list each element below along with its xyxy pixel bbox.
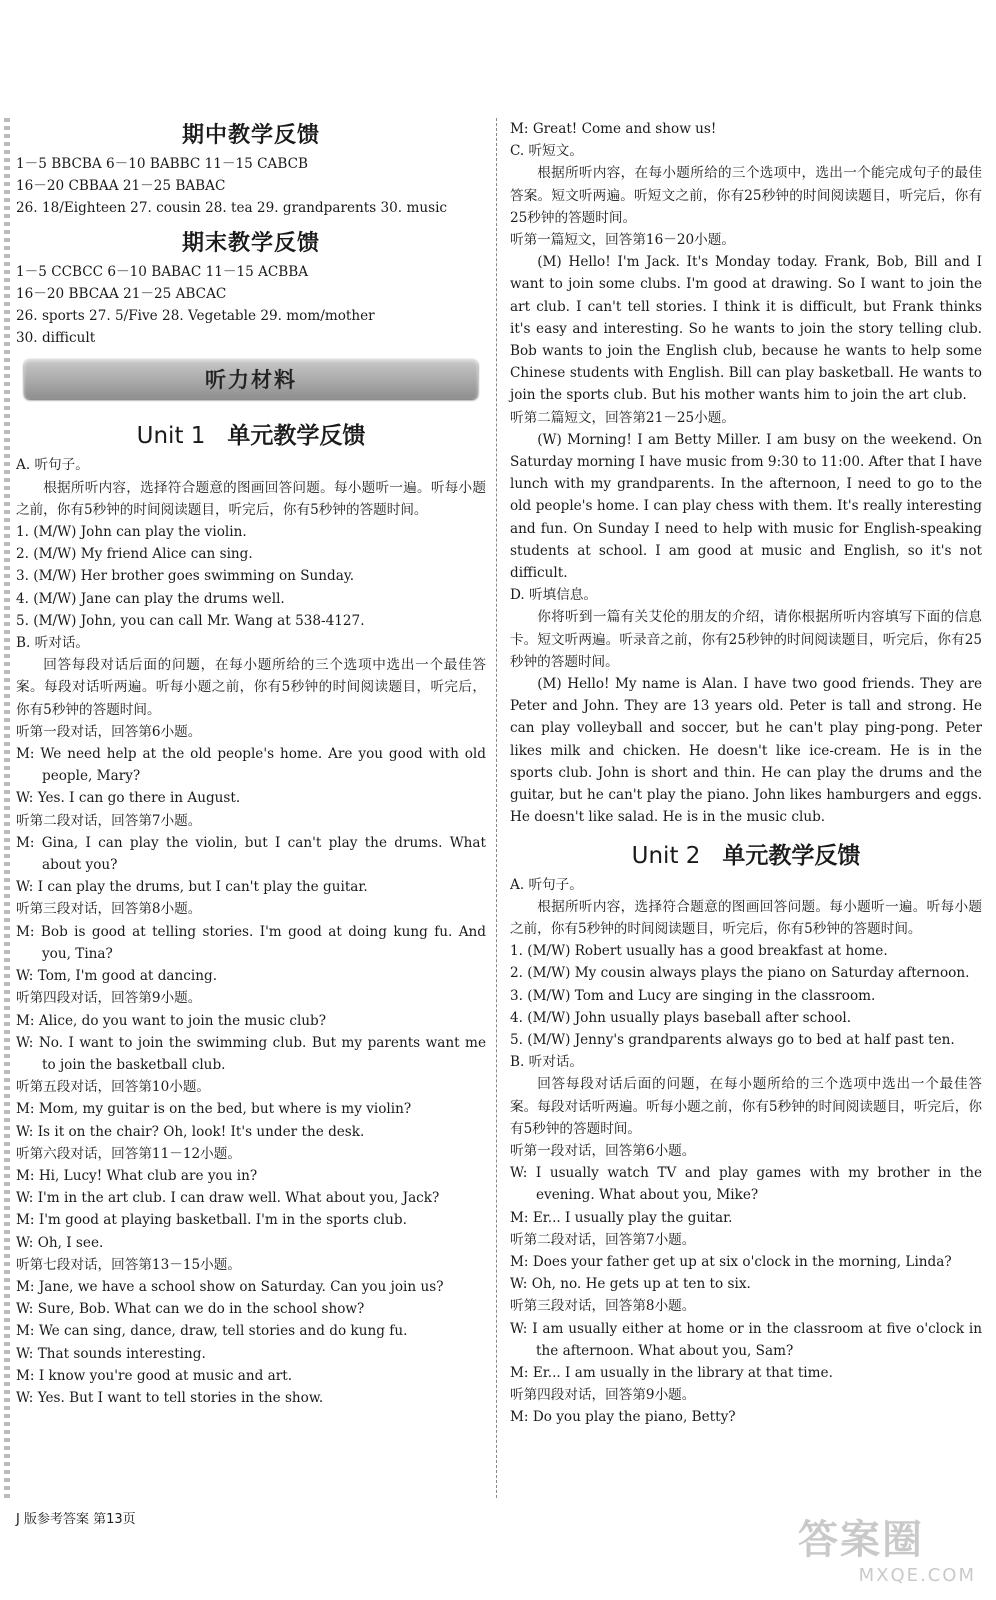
dialogue-line: W: Oh, no. He gets up at ten to six.: [510, 1276, 751, 1293]
unit1-secB-heading: B. 听对话。: [16, 635, 90, 652]
dialogue-line: W: Yes. I can go there in August.: [16, 790, 241, 807]
unit1-label: Unit 1: [136, 423, 206, 450]
unit1-title-text: 单元教学反馈: [227, 423, 366, 450]
unit1-secA-item: 1. (M/W) John can play the violin.: [16, 524, 247, 541]
binding-edge: [4, 118, 10, 1498]
unit2-secB-instructions: 回答每段对话后面的问题，在每小题所给的三个选项中选出一个最佳答案。每段对话听两遍。听每小题之前，你有5秒钟的时间阅读题目，听完后，你有5秒钟的答题时间。: [510, 1076, 982, 1137]
unit1-secA-heading: A. 听句子。: [16, 457, 89, 474]
dialogue-line: W: I am usually either at home or in the classroom at five o'clock in the afternoon. What about you, Sam?: [510, 1320, 982, 1359]
dialogue-heading: 听第一段对话，回答第6小题。: [510, 1142, 696, 1159]
unit2-title: [510, 837, 982, 870]
dialogue-line: W: Yes. But I want to tell stories in the show.: [16, 1389, 324, 1406]
unit1-secC-passage1-heading: 听第一篇短文，回答第16－20小题。: [510, 232, 735, 249]
dialogue-heading: 听第二段对话，回答第7小题。: [510, 1231, 696, 1248]
dialogue-heading: 听第三段对话，回答第8小题。: [16, 901, 202, 918]
final-answers-1: 1－5 CCBCC 6－10 BABAC 11－15 ACBBA: [16, 263, 309, 280]
unit1-secC-heading: C. 听短文。: [510, 143, 583, 160]
final-title: 期末教学反馈: [181, 230, 320, 256]
dialogue-line: M: Great! Come and show us!: [510, 121, 717, 137]
dialogue-heading: 听第四段对话，回答第9小题。: [16, 990, 202, 1007]
dialogue-line: M: We can sing, dance, draw, tell stories and do kung fu.: [16, 1323, 408, 1340]
dialogue-line: M: Do you play the piano, Betty?: [510, 1409, 736, 1426]
dialogue-line: W: Sure, Bob. What can we do in the school show?: [16, 1301, 365, 1318]
dialogue-heading: 听第六段对话，回答第11－12小题。: [16, 1145, 241, 1162]
listening-material-banner: 听力材料: [24, 359, 478, 399]
unit1-title: [16, 417, 486, 450]
dialogue-heading: 听第七段对话，回答第13－15小题。: [16, 1256, 241, 1273]
unit1-secA-item: 3. (M/W) Her brother goes swimming on Sunday.: [16, 568, 355, 585]
unit1-secB-instructions: 回答每段对话后面的问题，在每小题所给的三个选项中选出一个最佳答案。每段对话听两遍。听每小题之前，你有5秒钟的时间阅读题目，听完后，你有5秒钟的答题时间。: [16, 657, 486, 718]
unit1-secC-passage2: (W) Morning! I am Betty Miller. I am busy on the weekend. On Saturday morning I have music from 9:30 to 11:00. After that I have lunch with my grandparents. In the afternoon, I need to go to the old people's home. I can play chess with them. It's really interesting and fun. On Sunday I need to help with music for English-speaking students at school. I am good at music and English, so it's not difficult.: [510, 431, 982, 582]
midterm-title: 期中教学反馈: [181, 123, 320, 148]
dialogue-line: M: Jane, we have a school show on Saturday. Can you join us?: [16, 1278, 444, 1295]
dialogue-line: W: No. I want to join the swimming club. But my parents want me to join the basketball club.: [16, 1034, 486, 1073]
dialogue-line: M: Gina, I can play the violin, but I can't play the drums. What about you?: [16, 834, 486, 874]
unit1-secD-instructions: 你将听到一篇有关艾伦的朋友的介绍，请你根据所听内容填写下面的信息卡。短文听两遍。听录音之前，你有25秒钟的时间阅读题目，听完后，你有25秒钟的答题时间。: [510, 609, 982, 670]
unit2-secA-item: 2. (M/W) My cousin always plays the piano on Saturday afternoon.: [510, 965, 970, 982]
final-answers-3: 26. sports 27. 5/Five 28. Vegetable 29. mom/mother: [16, 308, 375, 325]
dialogue-heading: 听第三段对话，回答第8小题。: [510, 1298, 696, 1315]
dialogue-line: W: I'm in the art club. I can draw well. What about you, Jack?: [16, 1190, 440, 1207]
right-column: [510, 118, 982, 1429]
unit1-secC-passage2-heading: 听第二篇短文，回答第21－25小题。: [510, 409, 735, 426]
dialogue-line: M: Does your father get up at six o'clock in the morning, Linda?: [510, 1253, 952, 1270]
dialogue-heading: 听第四段对话，回答第9小题。: [510, 1387, 696, 1404]
midterm-answers-3: 26. 18/Eighteen 27. cousin 28. tea 29. grandparents 30. music: [16, 200, 448, 217]
dialogue-line: M: We need help at the old people's home. Are you good with old people, Mary?: [16, 746, 486, 785]
unit2-secA-instructions: 根据所听内容，选择符合题意的图画回答问题。每小题听一遍。听每小题之前，你有5秒钟的时间阅读题目，听完后，你有5秒钟的答题时间。: [510, 898, 982, 937]
dialogue-line: W: Is it on the chair? Oh, look! It's under the desk.: [16, 1123, 365, 1140]
dialogue-heading: 听第五段对话，回答第10小题。: [16, 1079, 211, 1096]
dialogue-line: M: I know you're good at music and art.: [16, 1367, 293, 1384]
dialogue-line: M: Alice, do you want to join the music club?: [16, 1012, 327, 1029]
unit2-secB-heading: B. 听对话。: [510, 1054, 584, 1071]
dialogue-line: M: Hi, Lucy! What club are you in?: [16, 1167, 258, 1184]
midterm-answers-1: 1－5 BBCBA 6－10 BABBC 11－15 CABCB: [16, 156, 308, 172]
final-answers-2: 16－20 BBCAA 21－25 ABCAC: [16, 285, 227, 302]
unit1-secD-passage: (M) Hello! My name is Alan. I have two good friends. They are Peter and John. They are 13 years old. Peter is tall and strong. He can play volleyball and soccer, but he can't play ping-pong. Peter likes milk and chicken. He doesn't like ice-cream. He is in the sports club. John is short and thin. He can play the drums and the guitar, but he can't play the piano. John likes hamburgers and eggs. He doesn't like salad. He is in the music club.: [510, 676, 982, 826]
dialogue-heading: 听第二段对话，回答第7小题。: [16, 812, 202, 829]
dialogue-line: W: Oh, I see.: [16, 1234, 104, 1251]
dialogue-line: M: Er... I usually play the guitar.: [510, 1209, 733, 1226]
dialogue-line: M: I'm good at playing basketball. I'm in the sports club.: [16, 1212, 407, 1229]
column-divider: [496, 118, 497, 1498]
unit2-secB-dialogues: [510, 1140, 982, 1429]
unit1-secA-instructions: 根据所听内容，选择符合题意的图画回答问题。每小题听一遍。听每小题之前，你有5秒钟的时间阅读题目，听完后，你有5秒钟的答题时间。: [16, 479, 486, 518]
watermark-logo: [798, 1508, 976, 1586]
watermark-url: MXQE.COM: [858, 1565, 976, 1586]
unit1-secC-passage1: (M) Hello! I'm Jack. It's Monday today. Frank, Bob, Bill and I want to join some clubs. I'm good at drawing. So I want to join the art club. I can't tell stories. I think it is difficult, but Frank thinks it's easy and interesting. So he wants to join the story telling club. Bob wants to join the English club, because he wants to help some Chinese students with English. Bill can play basketball. He wants to join the sports club. But his mother wants him to join the art club.: [510, 254, 982, 404]
unit2-secA-item: 5. (M/W) Jenny's grandparents always go to bed at half past ten.: [510, 1031, 955, 1048]
unit2-secA-item: 3. (M/W) Tom and Lucy are singing in the classroom.: [510, 987, 876, 1004]
dialogue-line: W: Tom, I'm good at dancing.: [16, 968, 218, 985]
dialogue-line: M: Mom, my guitar is on the bed, but where is my violin?: [16, 1101, 412, 1118]
unit1-secA-item: 2. (M/W) My friend Alice can sing.: [16, 546, 253, 563]
midterm-answers-2: 16－20 CBBAA 21－25 BABAC: [16, 178, 226, 195]
unit2-secA-heading: A. 听句子。: [510, 876, 583, 893]
unit1-secA-item: 4. (M/W) Jane can play the drums well.: [16, 590, 285, 607]
dialogue-line: M: Er... I am usually in the library at that time.: [510, 1364, 833, 1381]
dialogue-line: W: That sounds interesting.: [16, 1345, 206, 1362]
unit2-label: Unit 2: [631, 842, 701, 869]
unit2-title-text: 单元教学反馈: [722, 842, 861, 869]
dialogue-line: M: Bob is good at telling stories. I'm good at doing kung fu. And you, Tina?: [16, 923, 486, 962]
unit2-secA-item: 4. (M/W) John usually plays baseball after school.: [510, 1009, 852, 1026]
unit1-secC-instructions: 根据所听内容，在每小题所给的三个选项中，选出一个能完成句子的最佳答案。短文听两遍。听短文之前，你有25秒钟的时间阅读题目，听完后，你有25秒钟的答题时间。: [510, 165, 982, 226]
final-answers-4: 30. difficult: [16, 330, 96, 347]
watermark-text: 答案圈: [798, 1517, 924, 1563]
unit1-secD-heading: D. 听填信息。: [510, 587, 598, 604]
left-column: [16, 118, 486, 1409]
dialogue-heading: 听第一段对话，回答第6小题。: [16, 723, 202, 740]
page-footer: J 版参考答案 第13页: [16, 1512, 136, 1527]
unit1-secA-item: 5. (M/W) John, you can call Mr. Wang at 538-4127.: [16, 612, 365, 629]
dialogue-line: W: I usually watch TV and play games with my brother in the evening. What about you, Mike?: [510, 1165, 982, 1204]
unit1-secB-dialogues: [16, 721, 486, 1409]
dialogue-line: W: I can play the drums, but I can't play the guitar.: [16, 879, 368, 896]
unit2-secA-item: 1. (M/W) Robert usually has a good breakfast at home.: [510, 943, 888, 960]
